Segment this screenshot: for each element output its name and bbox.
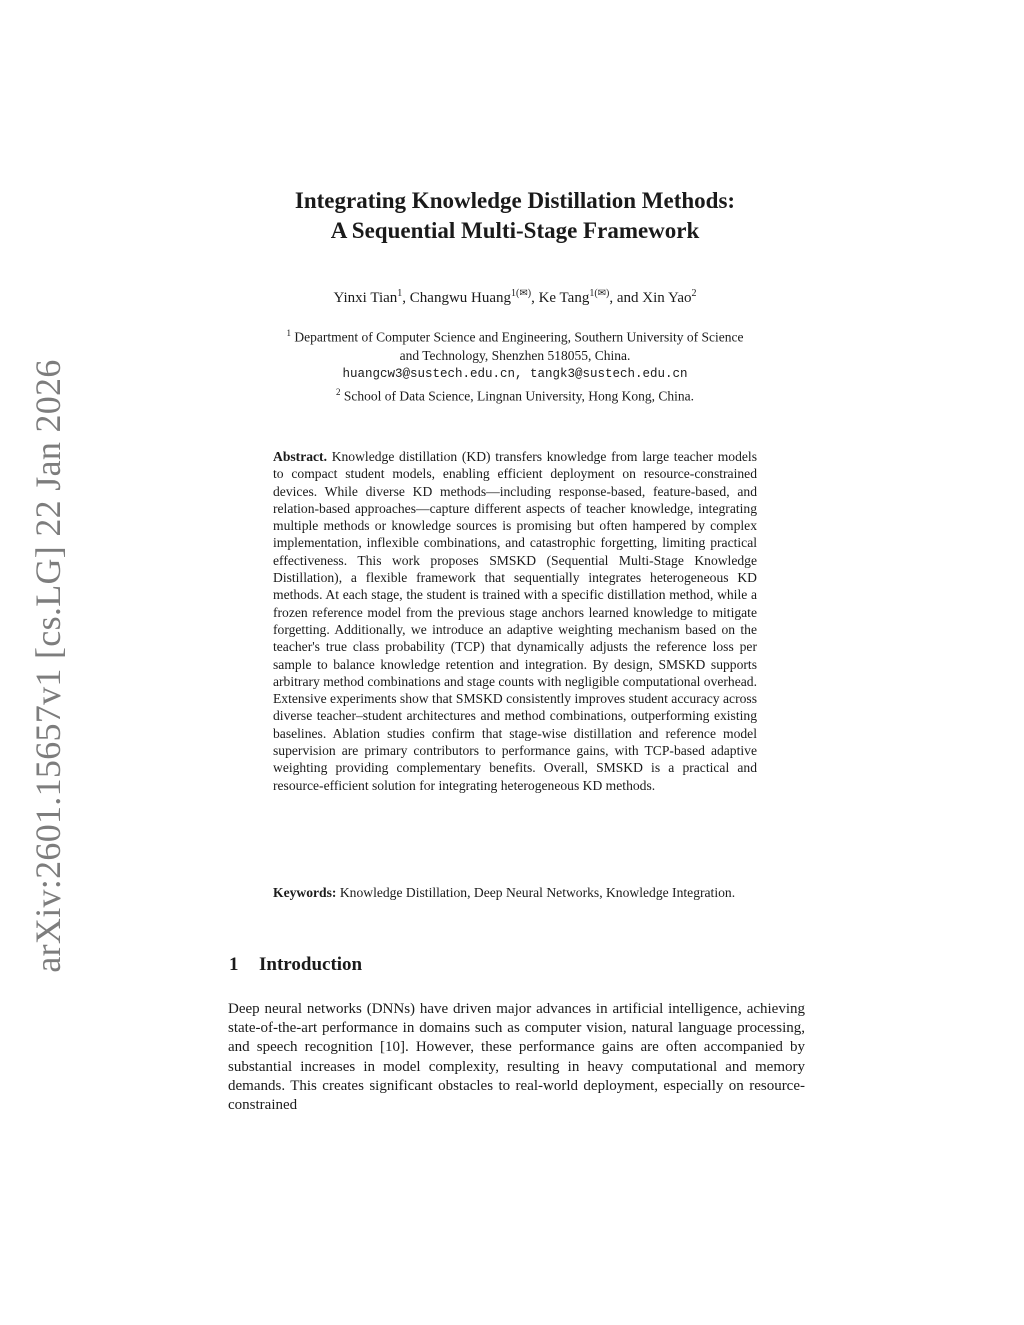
contact-emails: huangcw3@sustech.edu.cn, tangk3@sustech.edu.cn [342,366,688,381]
author-name: Ke Tang [538,290,590,306]
author-name: Changwu Huang [409,290,512,306]
introduction-paragraph: Deep neural networks (DNNs) have driven major advances in artificial intelligence, achieving state-of-the-art performance in domains such as computer vision, natural language processing, and speech recognition [10]. However, these performance gains are often accompanied by substantial increases in model complexity, resulting in heavy computational and memory demands. This creates significant obstacles to real-world deployment, especially on resource-constrained [228,1001,805,1114]
author-name: Xin Yao [642,290,692,306]
affiliation-1-continued: and Technology, Shenzhen 518055, China. [399,347,631,363]
keywords [273,884,757,901]
title-line-2: A Sequential Multi-Stage Framework [330,218,700,243]
section-number: 1 [229,954,239,975]
section-heading [229,954,362,976]
section-title: Introduction [259,954,363,975]
abstract-label: Abstract. [273,449,327,464]
author-affiliation-mark: 1(✉) [511,288,532,299]
author-affiliation-mark: 2 [691,288,697,299]
author-separator: , [531,290,539,306]
abstract-text: Knowledge distillation (KD) transfers knowledge from large teacher models to compact student models, enabling efficient deployment on resource-constrained devices. While diverse KD methods—including response-based, feature-based, and relation-based approaches—capture different aspects of teacher knowledge, integrating multiple methods or knowledge sources is promising but often hampered by complex implementation, inflexible combinations, and catastrophic forgetting, limiting practical effectiveness. This work proposes SMSKD (Sequential Multi-Stage Knowledge Distillation), a flexible framework that sequentially integrates heterogeneous KD methods. At each stage, the student is trained with a specific distillation method, while a frozen reference model from the previous stage anchors learned knowledge to mitigate forgetting. Additionally, we introduce an adaptive weighting mechanism based on the teacher's true class probability (TCP) that dynamically adjusts the reference loss per sample to balance knowledge retention and integration. By design, SMSKD supports arbitrary method combinations and stage counts with negligible computational overhead. Extensive experiments show that SMSKD consistently improves student accuracy across diverse teacher–student architectures and method combinations, outperforming existing baselines. Ablation studies confirm that stage-wise distillation and reference model supervision are primary contributors to performance gains, with TCP-based adaptive weighting providing complementary benefits. Overall, SMSKD is a practical and resource-efficient solution for integrating heterogeneous KD methods. [273,449,757,793]
keywords-text: Knowledge Distillation, Deep Neural Networks, Knowledge Integration. [339,885,736,900]
arxiv-identifier: arXiv:2601.15657v1 [cs.LG] 22 Jan 2026 [28,359,68,973]
abstract [273,448,757,794]
paper-title [150,186,880,246]
title-line-1: Integrating Knowledge Distillation Methods: [294,188,736,213]
author-separator: , [402,290,410,306]
author-affiliation-mark: 1(✉) [589,288,610,299]
author-separator: , and [609,290,643,306]
author-affiliation-mark: 1 [397,288,403,299]
author-list [150,288,880,307]
affiliation-2 [215,383,815,406]
affiliation-mark: 1 [286,328,291,338]
author-name: Yinxi Tian [333,290,398,306]
affiliation-1 [215,324,815,347]
affiliation-text: Department of Computer Science and Engineering, Southern University of Science [294,329,744,345]
affiliations [215,324,815,405]
affiliation-mark: 2 [336,386,341,397]
keywords-label: Keywords: [273,885,337,900]
affiliation-text: School of Data Science, Lingnan University, Hong Kong, China. [343,388,694,403]
